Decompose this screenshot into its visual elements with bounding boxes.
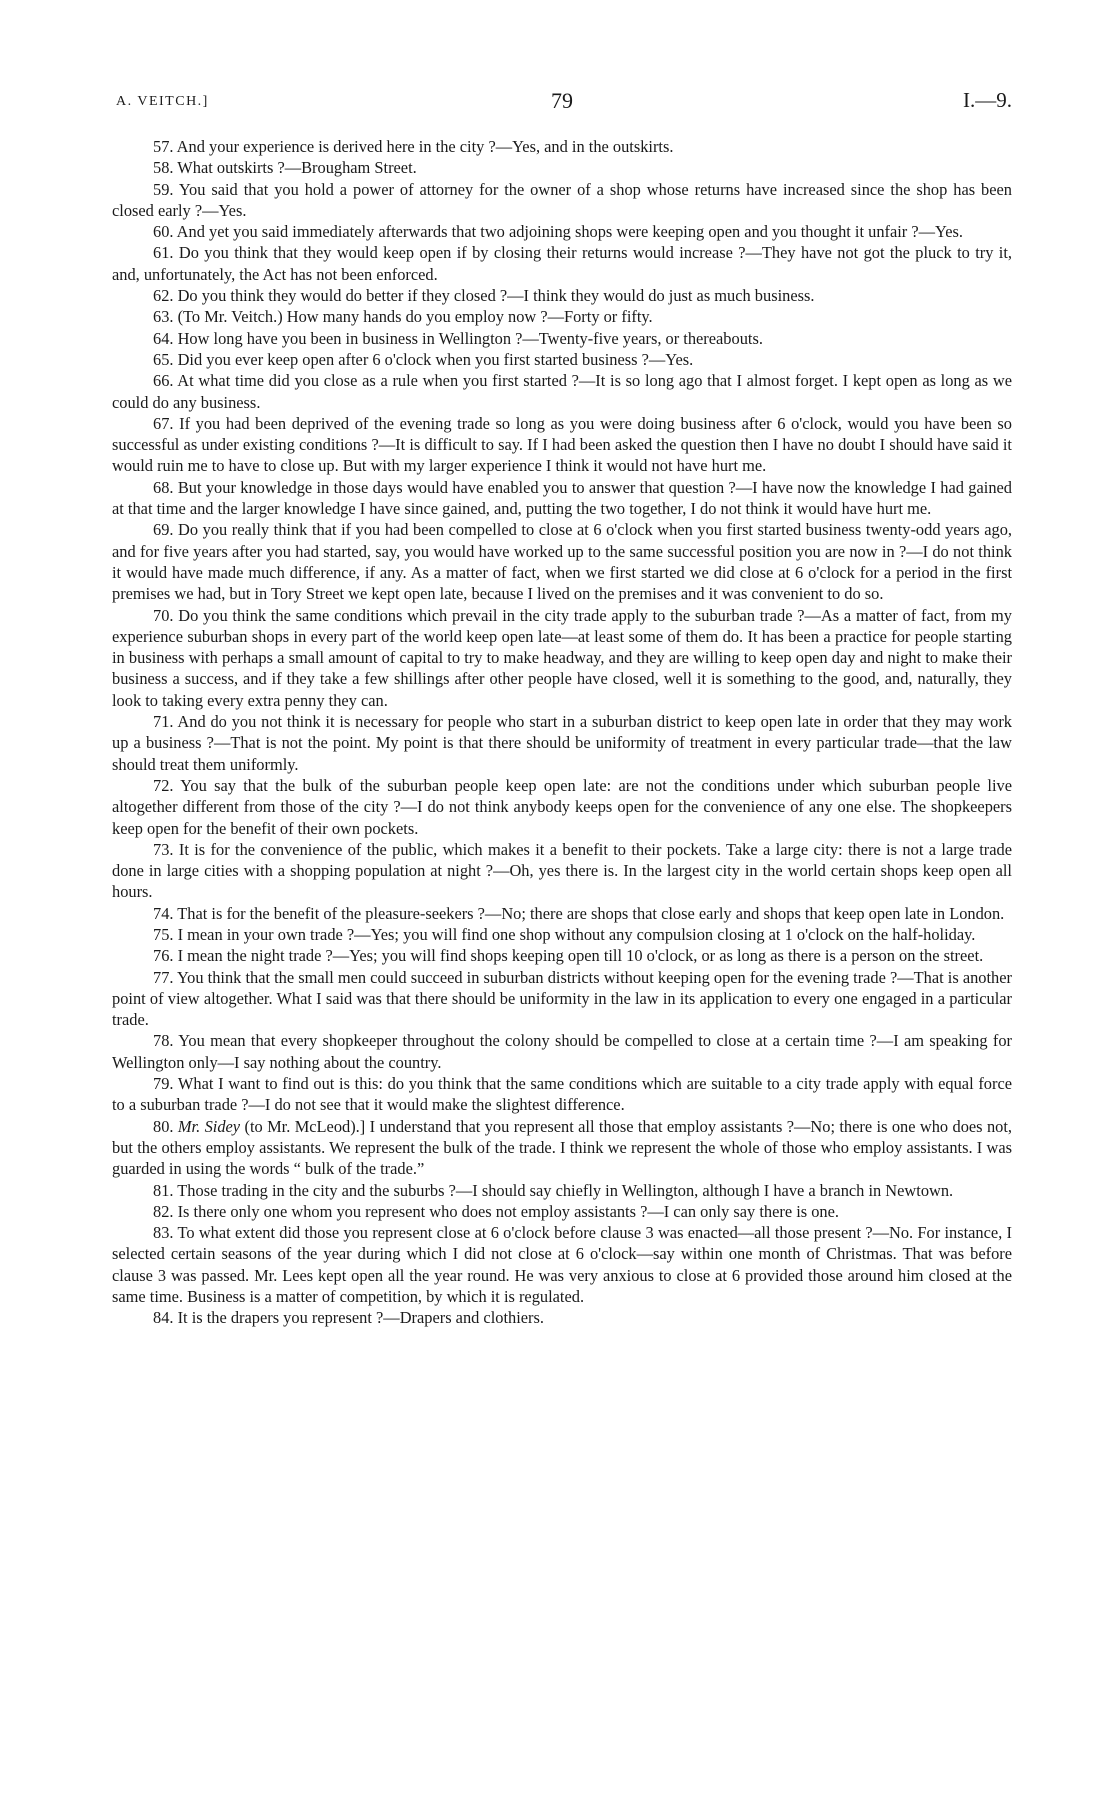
question-paragraph: 59. You said that you hold a power of attorney for the owner of a shop whose returns have increased since the shop has been closed early ?—Yes. — [112, 179, 1012, 220]
question-paragraph: 82. Is there only one whom you represent who does not employ assistants ?—I can only say there is one. — [153, 1201, 839, 1221]
question-paragraph: 57. And your experience is derived here in the city ?—Yes, and in the outskirts. — [153, 137, 674, 156]
speaker-name: Mr. Sidey — [177, 1116, 241, 1136]
header-witness-name: A. VEITCH.] — [116, 94, 209, 109]
question-paragraph: 71. And do you not think it is necessary for people who start in a suburban district to keep open late in order that they may work up a business ?—That is not the point. My point is that there should be uniformity of treatment in every particular trade—that the law should treat them uniformly. — [112, 712, 1012, 774]
paper-reference: I.—9. — [963, 88, 1012, 112]
question-paragraph: 69. Do you really think that if you had been compelled to close at 6 o'clock when you first started business twenty-odd years ago, and for five years after you had started, say, you would have worked up to the same successful position you are now in ?—I do not think it would have made much difference, if any. As a matter of fact, when we first started we did close at 6 o'clock for a period in the first premises we had, but in Tory Street we kept open late, because I lived on the premises and it was convenient to do so. — [112, 520, 1012, 604]
question-paragraph: 70. Do you think the same conditions which prevail in the city trade apply to the suburban trade ?—As a matter of fact, from my experience suburban shops in every part of the world keep open late—at least some of them do. It has been a practice for people starting in business with perhaps a small amount of capital to try to make headway, and they are willing to keep open day and night to make their business a success, and if they take a few shillings after other people have closed, well it is something to the good, and, naturally, they look to taking every extra penny they can. — [112, 605, 1012, 710]
question-number: 80. — [153, 1116, 174, 1136]
question-paragraph: 78. You mean that every shopkeeper throughout the colony should be compelled to close at a certain time ?—I am speaking for Wellington only—I say nothing about the country. — [112, 1031, 1012, 1072]
question-paragraph-80 — [112, 1116, 1012, 1180]
question-paragraph: 60. And yet you said immediately afterwards that two adjoining shops were keeping open and you thought it unfair ?—Yes. — [153, 222, 963, 242]
question-paragraph: 58. What outskirts ?—Brougham Street. — [153, 158, 417, 178]
question-paragraph: 72. You say that the bulk of the suburban people keep open late: are not the conditions under which suburban people live altogether different from those of the city ?—I do not think anybody keeps open for the convenience of any one else. The shopkeepers keep open for the benefit of their own pockets. — [112, 775, 1012, 838]
question-paragraph: 73. It is for the convenience of the public, which makes it a benefit to their pockets. Take a large city: there is not a large trade done in large cities with a shopping population at night ?—Oh, yes there is. In the largest city in the world certain shops keep open all hours. — [112, 839, 1012, 902]
question-paragraph: 68. But your knowledge in those days would have enabled you to answer that question ?—I have now the knowledge I had gained at that time and the larger knowledge I have since gained, and, putting the two together, I do not think it would have hurt me. — [112, 477, 1012, 519]
question-paragraph: 84. It is the drapers you represent ?—Drapers and clothiers. — [153, 1308, 544, 1328]
document-page — [112, 88, 1012, 1329]
page-number: 79 — [551, 88, 573, 113]
question-text: (to Mr. McLeod).] I understand that you represent all those that employ assistants ?—No; there is one who does not, but the others employ assistants. We represent the bulk of the trade. I think we represent the whole of those who employ assistants. I was guarded in using the words “ bulk of the trade.” — [112, 1116, 1012, 1179]
question-paragraph: 64. How long have you been in business in Wellington ?—Twenty-five years, or thereabouts. — [153, 328, 763, 348]
question-paragraph: 77. You think that the small men could succeed in suburban districts without keeping open for the evening trade ?—That is another point of view altogether. What I said was that there should be uniformity in the law in its application to every one engaged in a particular trade. — [112, 967, 1012, 1030]
question-paragraph: 63. (To Mr. Veitch.) How many hands do you employ now ?—Forty or fifty. — [153, 307, 653, 327]
question-paragraph: 79. What I want to find out is this: do you think that the same conditions which are suitable to a city trade apply with equal force to a suburban trade ?—I do not see that it would make the slightest difference. — [112, 1074, 1012, 1115]
question-paragraph: 76. I mean the night trade ?—Yes; you will find shops keeping open till 10 o'clock, or as long as there is a person on the street. — [153, 946, 984, 966]
question-paragraph: 62. Do you think they would do better if they closed ?—I think they would do just as much business. — [153, 286, 815, 306]
evidence-text — [112, 136, 1012, 1329]
question-paragraph: 75. I mean in your own trade ?—Yes; you will find one shop without any compulsion closing at 1 o'clock on the half-holiday. — [153, 924, 976, 944]
page-header — [112, 88, 1012, 128]
question-paragraph: 83. To what extent did those you represent close at 6 o'clock before clause 3 was enacted—all those present ?—No. For instance, I selected certain seasons of the year during which I did not close at 6 o'clock—say within one month of Christmas. That was before clause 3 was passed. Mr. Lees kept open all the year round. He was very anxious to close at 6 provided those around him closed at the same time. Business is a matter of competition, by which it is regulated. — [112, 1223, 1012, 1307]
question-paragraph: 67. If you had been deprived of the evening trade so long as you were doing business after 6 o'clock, would you have been so successful as under existing conditions ?—It is difficult to say. If I had been asked the question then I have no doubt I should have said it would ruin me to have to close up. But with my larger experience I think it would not have hurt me. — [112, 413, 1012, 476]
question-paragraph: 61. Do you think that they would keep open if by closing their returns would increase ?—They have not got the pluck to try it, and, unfortunately, the Act has not been enforced. — [112, 243, 1012, 284]
question-paragraph: 65. Did you ever keep open after 6 o'clock when you first started business ?—Yes. — [153, 349, 694, 369]
question-paragraph: 74. That is for the benefit of the pleasure-seekers ?—No; there are shops that close early and shops that keep open late in London. — [153, 903, 1005, 923]
question-paragraph: 81. Those trading in the city and the suburbs ?—I should say chiefly in Wellington, although I have a branch in Newtown. — [153, 1180, 954, 1200]
question-paragraph: 66. At what time did you close as a rule when you first started ?—It is so long ago that I almost forget. I kept open as long as we could do any business. — [112, 371, 1012, 412]
